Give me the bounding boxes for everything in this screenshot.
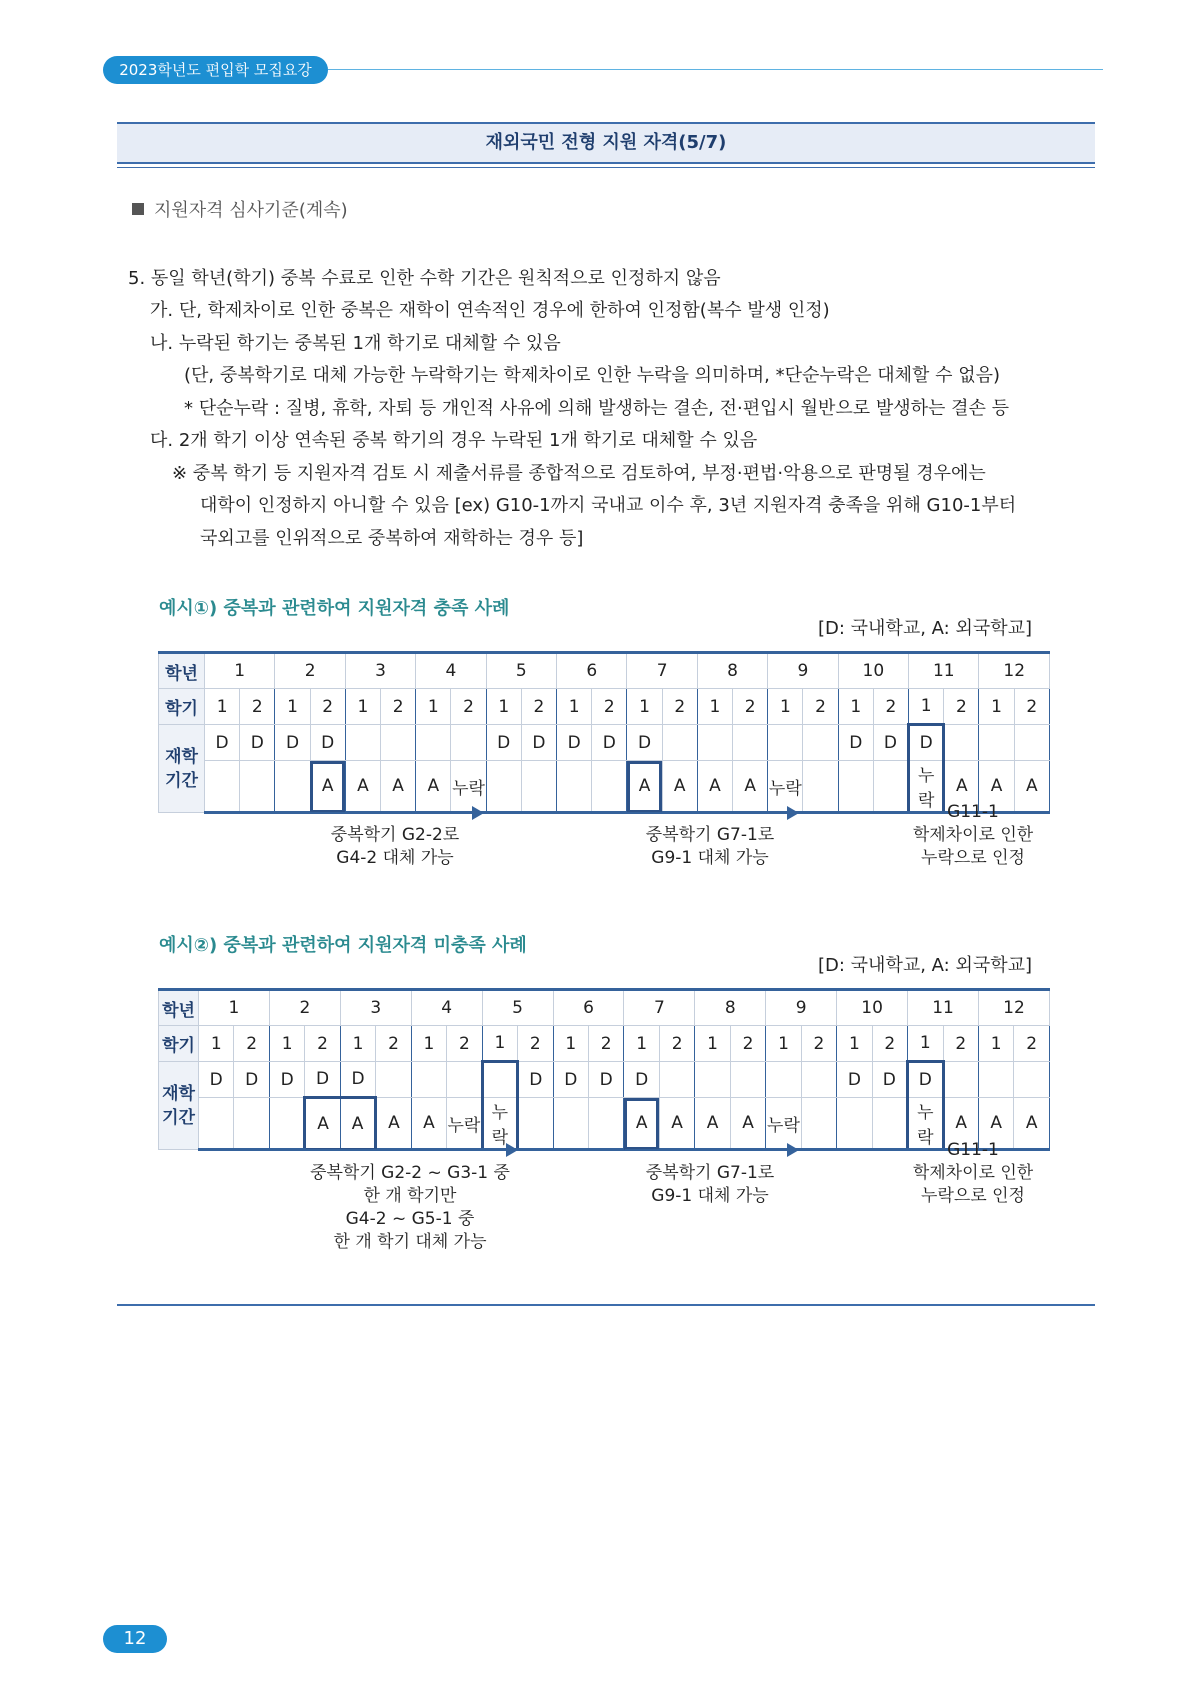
domestic-cell: D (205, 725, 240, 761)
domestic-cell (943, 1062, 978, 1098)
domestic-cell: D (838, 725, 873, 761)
enrollment-label (159, 1062, 199, 1150)
foreign-cell: A (627, 761, 662, 813)
domestic-cell (659, 1062, 694, 1098)
foreign-cell (592, 761, 627, 813)
grade-cell: 8 (697, 653, 767, 689)
grade-cell: 10 (838, 653, 908, 689)
semester-cell: 1 (695, 1026, 730, 1062)
semester-cell: 1 (199, 1026, 234, 1062)
enrollment-label (159, 725, 205, 813)
semester-cell: 2 (662, 689, 697, 725)
grade-cell: 2 (275, 653, 345, 689)
enrollment-label-2: 기간 (165, 770, 198, 791)
grade-cell: 6 (557, 653, 627, 689)
domestic-cell: D (627, 725, 662, 761)
example-2-note-3 (893, 1139, 1053, 1208)
grade-cell: 12 (979, 653, 1050, 689)
semester-cell: 2 (381, 689, 416, 725)
note-line: 중복학기 G7-1로 (645, 825, 775, 845)
foreign-cell (199, 1098, 234, 1150)
semester-cell: 2 (1014, 1026, 1050, 1062)
semester-cell: 1 (557, 689, 592, 725)
domestic-cell: D (199, 1062, 234, 1098)
document-header-badge: 2023학년도 편입학 모집요강 (103, 56, 328, 84)
domestic-cell: D (624, 1062, 659, 1098)
grade-cell: 2 (269, 990, 340, 1026)
section-heading-text: 지원자격 심사기준(계속) (154, 200, 348, 221)
note-line: 누락으로 인정 (921, 848, 1025, 868)
foreign-cell (205, 761, 240, 813)
note-line: 누락으로 인정 (921, 1186, 1025, 1206)
foreign-cell (838, 761, 873, 813)
foreign-cell (553, 1098, 588, 1150)
note-line: 중복학기 G7-1로 (645, 1163, 775, 1183)
foreign-cell: A (979, 761, 1014, 813)
semester-cell: 1 (345, 689, 380, 725)
semester-cell: 1 (482, 1026, 517, 1062)
semester-cell: 1 (269, 1026, 304, 1062)
foreign-cell (521, 761, 556, 813)
foreign-cell: A (340, 1098, 375, 1150)
foreign-cell (234, 1098, 269, 1150)
example-2-arrow-2 (625, 1149, 797, 1151)
semester-cell: 2 (873, 689, 908, 725)
semester-cell: 1 (978, 1026, 1013, 1062)
foreign-cell: A (1014, 761, 1049, 813)
example-2-title: 예시②) 중복과 관련하여 지원자격 미충족 사례 (159, 935, 527, 956)
section-heading (132, 196, 348, 222)
semester-cell: 2 (305, 1026, 340, 1062)
semester-cell: 2 (592, 689, 627, 725)
domestic-cell: D (340, 1062, 375, 1098)
grade-cell: 11 (908, 990, 979, 1026)
semester-cell: 1 (697, 689, 732, 725)
note-line: 학제차이로 인한 (912, 825, 1034, 845)
semester-cell: 1 (909, 689, 944, 725)
semester-cell: 1 (766, 1026, 801, 1062)
foreign-cell: A (697, 761, 732, 813)
domestic-cell (376, 1062, 411, 1098)
example-1-note-1 (300, 824, 490, 870)
example-2-note-2 (615, 1162, 805, 1208)
domestic-cell: D (909, 725, 944, 761)
semester-cell: 2 (234, 1026, 269, 1062)
foreign-cell: 누락 (908, 1098, 943, 1150)
example-2-note-1 (290, 1162, 530, 1254)
semester-label: 학기 (159, 1026, 199, 1062)
grade-cell: 11 (909, 653, 979, 689)
domestic-cell: D (310, 725, 345, 761)
grade-cell: 3 (340, 990, 411, 1026)
foreign-cell (269, 1098, 304, 1150)
domestic-cell (695, 1062, 730, 1098)
domestic-cell (416, 725, 451, 761)
note-line: 한 개 학기 대체 가능 (333, 1232, 487, 1252)
grade-cell: 4 (416, 653, 486, 689)
page-title: 재외국민 전형 지원 자격(5/7) (485, 132, 727, 153)
semester-cell: 2 (518, 1026, 553, 1062)
semester-cell: 1 (275, 689, 310, 725)
semester-cell: 2 (801, 1026, 836, 1062)
example-1-note-2 (615, 824, 805, 870)
foreign-cell: A (733, 761, 768, 813)
semester-cell: 2 (521, 689, 556, 725)
semester-cell: 1 (768, 689, 803, 725)
square-bullet-icon (132, 203, 144, 215)
domestic-cell (482, 1062, 517, 1098)
semester-cell: 1 (486, 689, 521, 725)
foreign-cell: 누락 (768, 761, 803, 813)
domestic-cell (733, 725, 768, 761)
domestic-cell (803, 725, 838, 761)
example-1-arrow-1 (310, 812, 482, 814)
semester-cell: 2 (447, 1026, 482, 1062)
note-line: 한 개 학기만 (363, 1186, 457, 1206)
grade-cell: 9 (766, 990, 837, 1026)
example-1-legend: [D: 국내학교, A: 외국학교] (818, 618, 1033, 639)
domestic-cell: D (553, 1062, 588, 1098)
semester-cell: 2 (588, 1026, 623, 1062)
grade-cell: 9 (768, 653, 838, 689)
foreign-cell: 누락 (482, 1098, 517, 1150)
note-line: G4-2 ~ G5-1 중 (345, 1209, 475, 1229)
foreign-cell (588, 1098, 623, 1150)
grade-cell: 7 (624, 990, 695, 1026)
note-line: G11-1 (947, 1140, 999, 1160)
semester-cell: 2 (376, 1026, 411, 1062)
grade-cell: 1 (199, 990, 270, 1026)
note-line: G9-1 대체 가능 (651, 1186, 769, 1206)
domestic-cell (697, 725, 732, 761)
enrollment-label-1: 재학 (162, 1083, 195, 1104)
note-line: G9-1 대체 가능 (651, 848, 769, 868)
semester-cell: 2 (803, 689, 838, 725)
note-line: G4-2 대체 가능 (336, 848, 454, 868)
semester-cell: 1 (837, 1026, 872, 1062)
domestic-cell: D (588, 1062, 623, 1098)
foreign-cell: 누락 (451, 761, 486, 813)
semester-cell: 2 (451, 689, 486, 725)
foreign-cell: A (944, 761, 979, 813)
foreign-cell (240, 761, 275, 813)
foreign-cell (837, 1098, 872, 1150)
rule-line-caution-2: 대학이 인정하지 아니할 수 있음 [ex) G10-1까지 국내교 이수 후, 3년 지원자격 충족을 위해 G10-1부터 (200, 495, 1017, 516)
rule-line-da: 다. 2개 학기 이상 연속된 중복 학기의 경우 누락된 1개 학기로 대체할 수 있음 (150, 430, 758, 451)
grade-label: 학년 (159, 653, 205, 689)
semester-cell: 2 (944, 689, 979, 725)
foreign-cell: A (305, 1098, 340, 1150)
domestic-cell: D (837, 1062, 872, 1098)
foreign-cell: 누락 (909, 761, 944, 813)
foreign-cell (803, 761, 838, 813)
grade-cell: 10 (837, 990, 908, 1026)
domestic-cell (411, 1062, 446, 1098)
semester-cell: 1 (627, 689, 662, 725)
rule-line-5: 5. 동일 학년(학기) 중복 수료로 인한 수학 기간은 원칙적으로 인정하지 않음 (128, 268, 721, 289)
domestic-cell: D (872, 1062, 907, 1098)
foreign-cell: A (411, 1098, 446, 1150)
domestic-cell: D (486, 725, 521, 761)
example-1-note-3 (893, 801, 1053, 870)
example-1-arrow-2 (625, 812, 797, 814)
domestic-cell (978, 1062, 1013, 1098)
domestic-cell: D (518, 1062, 553, 1098)
foreign-cell (557, 761, 592, 813)
domestic-cell: D (557, 725, 592, 761)
note-line: 중복학기 G2-2로 (330, 825, 460, 845)
foreign-cell: A (381, 761, 416, 813)
domestic-cell: D (908, 1062, 943, 1098)
domestic-cell: D (275, 725, 310, 761)
domestic-cell: D (240, 725, 275, 761)
enrollment-label-2: 기간 (162, 1107, 195, 1128)
grade-cell: 8 (695, 990, 766, 1026)
foreign-cell: A (310, 761, 345, 813)
grade-cell: 3 (345, 653, 415, 689)
foreign-cell (518, 1098, 553, 1150)
semester-label: 학기 (159, 689, 205, 725)
rule-line-na: 나. 누락된 학기는 중복된 1개 학기로 대체할 수 있음 (150, 333, 561, 354)
semester-cell: 1 (838, 689, 873, 725)
grade-cell: 6 (553, 990, 624, 1026)
domestic-cell (1014, 725, 1049, 761)
foreign-cell: A (659, 1098, 694, 1150)
foreign-cell: 누락 (766, 1098, 801, 1150)
foreign-cell: A (662, 761, 697, 813)
grade-cell: 7 (627, 653, 697, 689)
semester-cell: 1 (340, 1026, 375, 1062)
domestic-cell (766, 1062, 801, 1098)
note-line: G11-1 (947, 802, 999, 822)
grade-cell: 12 (978, 990, 1049, 1026)
rule-line-ga: 가. 단, 학제차이로 인한 중복은 재학이 연속적인 경우에 한하여 인정함(복수 발생 인정) (150, 300, 830, 321)
semester-cell: 1 (205, 689, 240, 725)
foreign-cell: A (624, 1098, 659, 1150)
domestic-cell (979, 725, 1014, 761)
semester-cell: 1 (624, 1026, 659, 1062)
content-end-rule (117, 1304, 1095, 1306)
domestic-cell: D (521, 725, 556, 761)
foreign-cell: A (1014, 1098, 1050, 1150)
foreign-cell: 누락 (447, 1098, 482, 1150)
domestic-cell (1014, 1062, 1050, 1098)
semester-cell: 1 (979, 689, 1014, 725)
semester-cell: 1 (416, 689, 451, 725)
example-2-table (158, 988, 1050, 1151)
header-rule (328, 69, 1103, 70)
rule-line-caution-1: ※ 중복 학기 등 지원자격 검토 시 제출서류를 종합적으로 검토하여, 부정·편법·악용으로 판명될 경우에는 (172, 463, 986, 484)
grade-cell: 5 (486, 653, 556, 689)
page-number: 12 (103, 1625, 167, 1653)
example-1-title: 예시①) 중복과 관련하여 지원자격 충족 사례 (159, 598, 510, 619)
foreign-cell: A (695, 1098, 730, 1150)
foreign-cell: A (943, 1098, 978, 1150)
domestic-cell (447, 1062, 482, 1098)
foreign-cell: A (730, 1098, 765, 1150)
domestic-cell: D (269, 1062, 304, 1098)
rule-line-footnote: * 단순누락 : 질병, 휴학, 자퇴 등 개인적 사유에 의해 발생하는 결손, 전·편입시 월반으로 발생하는 결손 등 (184, 398, 1010, 419)
domestic-cell: D (592, 725, 627, 761)
domestic-cell (801, 1062, 836, 1098)
foreign-cell: A (416, 761, 451, 813)
semester-cell: 2 (659, 1026, 694, 1062)
grade-cell: 5 (482, 990, 553, 1026)
semester-cell: 2 (943, 1026, 978, 1062)
foreign-cell (801, 1098, 836, 1150)
domestic-cell (662, 725, 697, 761)
note-line: 학제차이로 인한 (912, 1163, 1034, 1183)
semester-cell: 2 (240, 689, 275, 725)
semester-cell: 2 (730, 1026, 765, 1062)
foreign-cell (486, 761, 521, 813)
rule-line-caution-3: 국외고를 인위적으로 중복하여 재학하는 경우 등] (200, 528, 584, 549)
foreign-cell: A (376, 1098, 411, 1150)
semester-cell: 1 (908, 1026, 943, 1062)
semester-cell: 2 (310, 689, 345, 725)
semester-cell: 2 (872, 1026, 907, 1062)
domestic-cell (944, 725, 979, 761)
enrollment-label-1: 재학 (165, 746, 198, 767)
page-title-bar (117, 122, 1095, 164)
semester-cell: 2 (1014, 689, 1049, 725)
foreign-cell: A (345, 761, 380, 813)
domestic-cell: D (873, 725, 908, 761)
semester-cell: 1 (411, 1026, 446, 1062)
domestic-cell: D (305, 1062, 340, 1098)
domestic-cell (768, 725, 803, 761)
example-1-table (158, 651, 1050, 814)
domestic-cell (451, 725, 486, 761)
semester-cell: 2 (733, 689, 768, 725)
domestic-cell: D (234, 1062, 269, 1098)
example-2-legend: [D: 국내학교, A: 외국학교] (818, 955, 1033, 976)
grade-cell: 1 (205, 653, 275, 689)
note-line: 중복학기 G2-2 ~ G3-1 중 (310, 1163, 510, 1183)
domestic-cell (730, 1062, 765, 1098)
rule-line-na-note: (단, 중복학기로 대체 가능한 누락학기는 학제차이로 인한 누락을 의미하며, *단순누락은 대체할 수 없음) (184, 365, 1001, 386)
grade-cell: 4 (411, 990, 482, 1026)
semester-cell: 1 (553, 1026, 588, 1062)
foreign-cell (275, 761, 310, 813)
grade-label: 학년 (159, 990, 199, 1026)
foreign-cell: A (978, 1098, 1013, 1150)
example-2-arrow-1 (304, 1149, 516, 1151)
domestic-cell (345, 725, 380, 761)
domestic-cell (381, 725, 416, 761)
